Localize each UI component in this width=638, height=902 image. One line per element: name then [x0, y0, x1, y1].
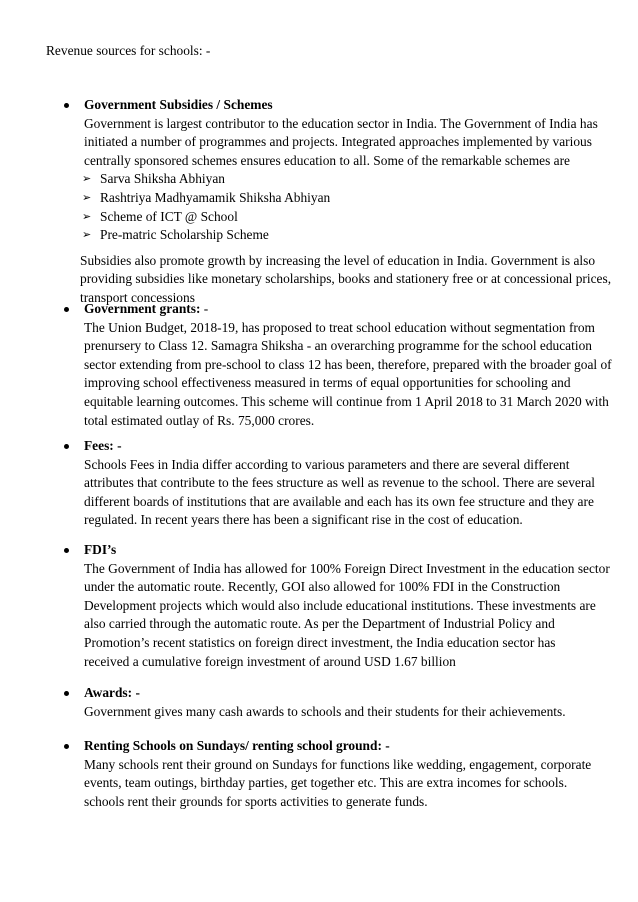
- body-line: transport concessions: [80, 289, 195, 305]
- section-subsidies: [68, 96, 612, 308]
- body-line: providing subsidies like monetary scholarships, books and stationery free or at concessional prices,: [80, 271, 612, 287]
- section-body: [84, 456, 604, 530]
- arrow-bullet-icon: ➢: [82, 209, 92, 223]
- body-line: Promotion’s recent statistics on foreign direct investment, the India education sector has: [84, 634, 556, 650]
- body-line: improving school effectiveness measured in terms of equal opportunities for schooling and: [84, 375, 571, 391]
- arrow-bullet-icon: ➢: [82, 172, 92, 186]
- body-line: attributes that contribute to the fees structure as well as revenue to the school. There are several: [84, 475, 596, 491]
- section-fees: [68, 437, 608, 530]
- section-body: [84, 319, 612, 431]
- section-renting: [68, 737, 608, 811]
- scheme-item: ➢ Scheme of ICT @ School: [82, 208, 622, 227]
- body-line: under the automatic route. Recently, GOI also allowed for 100% FDI in the Construction: [84, 579, 561, 595]
- section-heading: Government Subsidies / Schemes: [84, 97, 273, 112]
- body-line: total estimated outlay of Rs. 75,000 crores.: [84, 412, 315, 428]
- body-line: schools rent their grounds for sports activities to generate funds.: [84, 793, 428, 809]
- scheme-list: [82, 170, 622, 244]
- section-heading: FDI’s: [84, 542, 117, 557]
- body-line: Schools Fees in India differ according to various parameters and there are several different: [84, 456, 570, 472]
- intro-line: Revenue sources for schools: -: [46, 43, 211, 58]
- arrow-bullet-icon: ➢: [82, 190, 92, 204]
- body-line: Many schools rent their ground on Sundays for functions like wedding, engagement, corporate: [84, 756, 592, 772]
- body-line: centrally sponsored schemes ensures education to all. Some of the remarkable schemes are: [84, 152, 570, 168]
- body-line: sector extending from pre-school to class 12 has been, therefore, prepared with the broader goal of: [84, 356, 612, 372]
- arrow-bullet-icon: ➢: [82, 228, 92, 242]
- bullet-icon: [64, 541, 72, 560]
- body-line: Development projects which would also include educational institutions. These investments are: [84, 597, 596, 613]
- section-body: [84, 756, 604, 812]
- body-line: regulated. In recent years there has been a significant rise in the cost of education.: [84, 512, 523, 528]
- section-heading: Awards: -: [84, 685, 140, 700]
- section-body: [84, 703, 604, 722]
- section-fdi: [68, 541, 608, 671]
- body-line: initiated a number of programmes and projects. Integrated approaches implemented by various: [84, 134, 592, 150]
- scheme-item: ➢ Rashtriya Madhyamamik Shiksha Abhiyan: [82, 189, 622, 208]
- section-heading: Government grants: -: [84, 301, 209, 316]
- body-line: Government gives many cash awards to schools and their students for their achievements.: [84, 703, 566, 719]
- section-grants: [68, 300, 612, 430]
- section-awards: [68, 684, 608, 721]
- body-line: prenursery to Class 12. Samagra Shiksha - an overarching programme for the school education: [84, 338, 592, 354]
- section-heading: Renting Schools on Sundays/ renting school ground: -: [84, 738, 390, 753]
- body-line: Subsidies also promote growth by increasing the level of education in India. Government is also: [80, 252, 596, 268]
- section-heading: Fees: -: [84, 438, 122, 453]
- body-line: different boards of institutions that are available and each has its own fee structure and they are: [84, 493, 594, 509]
- body-line: also carried through the automatic route. As per the Department of Industrial Policy and: [84, 616, 555, 632]
- bullet-icon: [64, 684, 72, 703]
- bullet-icon: [64, 737, 72, 756]
- body-line: equitable learning outcomes. This scheme will continue from 1 April 2018 to 31 March 2020 with: [84, 393, 609, 409]
- body-line: received a cumulative foreign investment of around USD 1.67 billion: [84, 653, 456, 669]
- body-line: events, team outings, birthday parties, get together etc. This are extra incomes for schools.: [84, 775, 568, 791]
- body-line: The Union Budget, 2018-19, has proposed to treat school education without segmentation from: [84, 319, 595, 335]
- section-body: [84, 560, 610, 672]
- bullet-icon: [64, 96, 72, 115]
- body-line: The Government of India has allowed for 100% Foreign Direct Investment in the education sector: [84, 560, 610, 576]
- bullet-icon: [64, 300, 72, 319]
- bullet-icon: [64, 437, 72, 456]
- section-body: [84, 115, 604, 171]
- scheme-item: ➢ Pre-matric Scholarship Scheme: [82, 226, 622, 245]
- body-line: Government is largest contributor to the education sector in India. The Government of India has: [84, 115, 598, 131]
- scheme-item: ➢ Sarva Shiksha Abhiyan: [82, 170, 622, 189]
